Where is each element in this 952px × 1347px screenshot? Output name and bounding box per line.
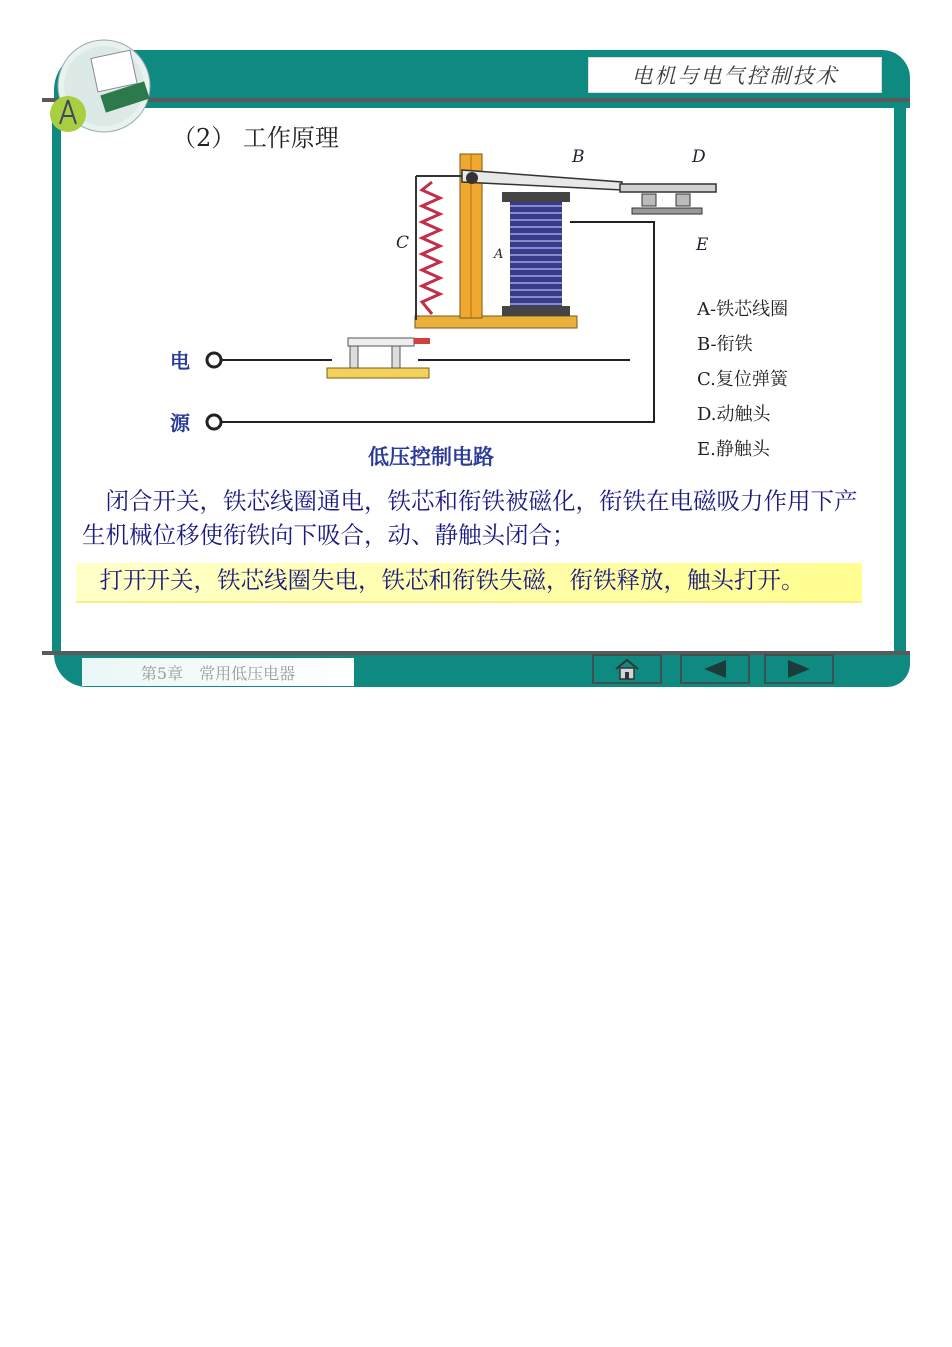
power-terminal-1 xyxy=(207,353,221,367)
paragraph-close-switch: 闭合开关，铁芯线圈通电，铁芯和衔铁被磁化，衔铁在电磁吸力作用下产生机械位移使衔铁向下吸合，动、静触头闭合； xyxy=(82,487,858,549)
frame-right xyxy=(894,108,906,654)
slide xyxy=(42,42,912,692)
home-button[interactable] xyxy=(592,654,662,684)
paragraph-open-switch: 打开开关，铁芯线圈失电，铁芯和衔铁失磁，衔铁释放，触头打开。 xyxy=(76,563,862,603)
home-icon xyxy=(613,657,641,681)
static-contact xyxy=(632,208,702,214)
label-e: E xyxy=(696,235,709,255)
label-power-1: 电 xyxy=(170,349,190,373)
iron-core-coil xyxy=(510,206,562,304)
label-b: B xyxy=(572,147,585,167)
course-title: 电机与电气控制技术 xyxy=(588,57,882,93)
diagram-legend xyxy=(697,292,788,467)
chapter-label: 第5章 常用低压电器 xyxy=(82,658,354,686)
power-terminal-2 xyxy=(207,415,221,429)
frame-left xyxy=(52,108,61,654)
header-divider xyxy=(42,98,910,102)
section-heading: （2） 工作原理 xyxy=(172,124,339,152)
label-power-2: 源 xyxy=(170,411,190,435)
next-button[interactable] xyxy=(764,654,834,684)
label-d: D xyxy=(692,147,706,167)
label-a: A xyxy=(494,247,504,262)
knife-switch xyxy=(327,368,429,378)
legend-item-d: D.动触头 xyxy=(697,404,771,425)
diagram-caption: 低压控制电路 xyxy=(368,444,494,469)
legend-item-b: B-衔铁 xyxy=(697,334,753,355)
legend-item-a: A-铁芯线圈 xyxy=(697,299,789,320)
armature xyxy=(462,170,622,190)
return-spring xyxy=(422,182,440,314)
relay-diagram xyxy=(122,142,709,472)
course-logo xyxy=(42,42,160,142)
left-arrow-icon xyxy=(700,659,730,679)
prev-button[interactable] xyxy=(680,654,750,684)
legend-item-e: E.静触头 xyxy=(697,439,770,460)
right-arrow-icon xyxy=(784,659,814,679)
moving-contact xyxy=(642,194,656,206)
legend-item-c: C.复位弹簧 xyxy=(697,369,788,390)
label-c: C xyxy=(396,233,410,253)
